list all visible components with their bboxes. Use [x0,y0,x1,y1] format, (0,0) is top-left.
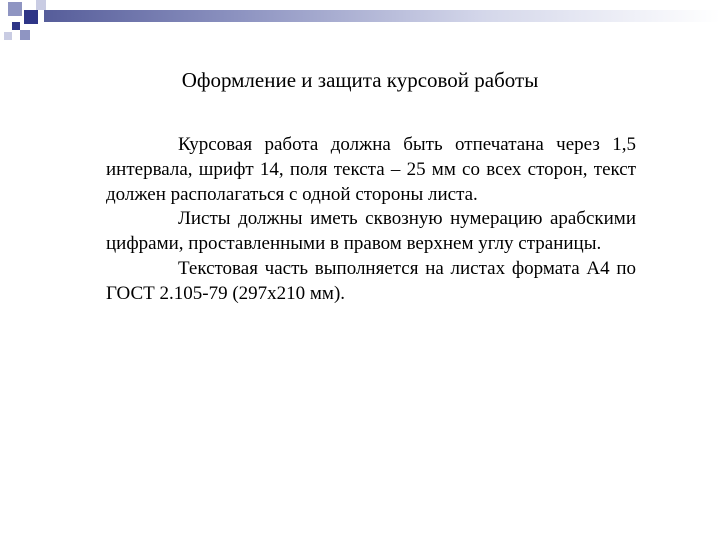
header-gradient-bar [44,10,720,22]
header-square-4 [12,22,20,30]
header-square-5 [20,30,30,40]
header-square-2 [24,10,38,24]
slide-body [106,133,636,307]
paragraph-print-requirements: Курсовая работа должна быть отпечатана через 1,5 интервала, шрифт 14, поля текста – 25 мм со всех сторон, текст должен располагаться с одной стороны листа. [106,134,636,205]
header-square-6 [4,32,12,40]
header-square-3 [36,0,46,10]
header-decoration [0,0,720,48]
slide-title: Оформление и защита курсовой работы [181,68,539,92]
paragraph-page-numbering: Листы должны иметь сквозную нумерацию арабскими цифрами, проставленными в правом верхнем углу страницы. [106,208,636,255]
header-square-1 [8,2,22,16]
paragraph-paper-format: Текстовая часть выполняется на листах формата А4 по ГОСТ 2.105-79 (297х210 мм). [106,257,636,304]
